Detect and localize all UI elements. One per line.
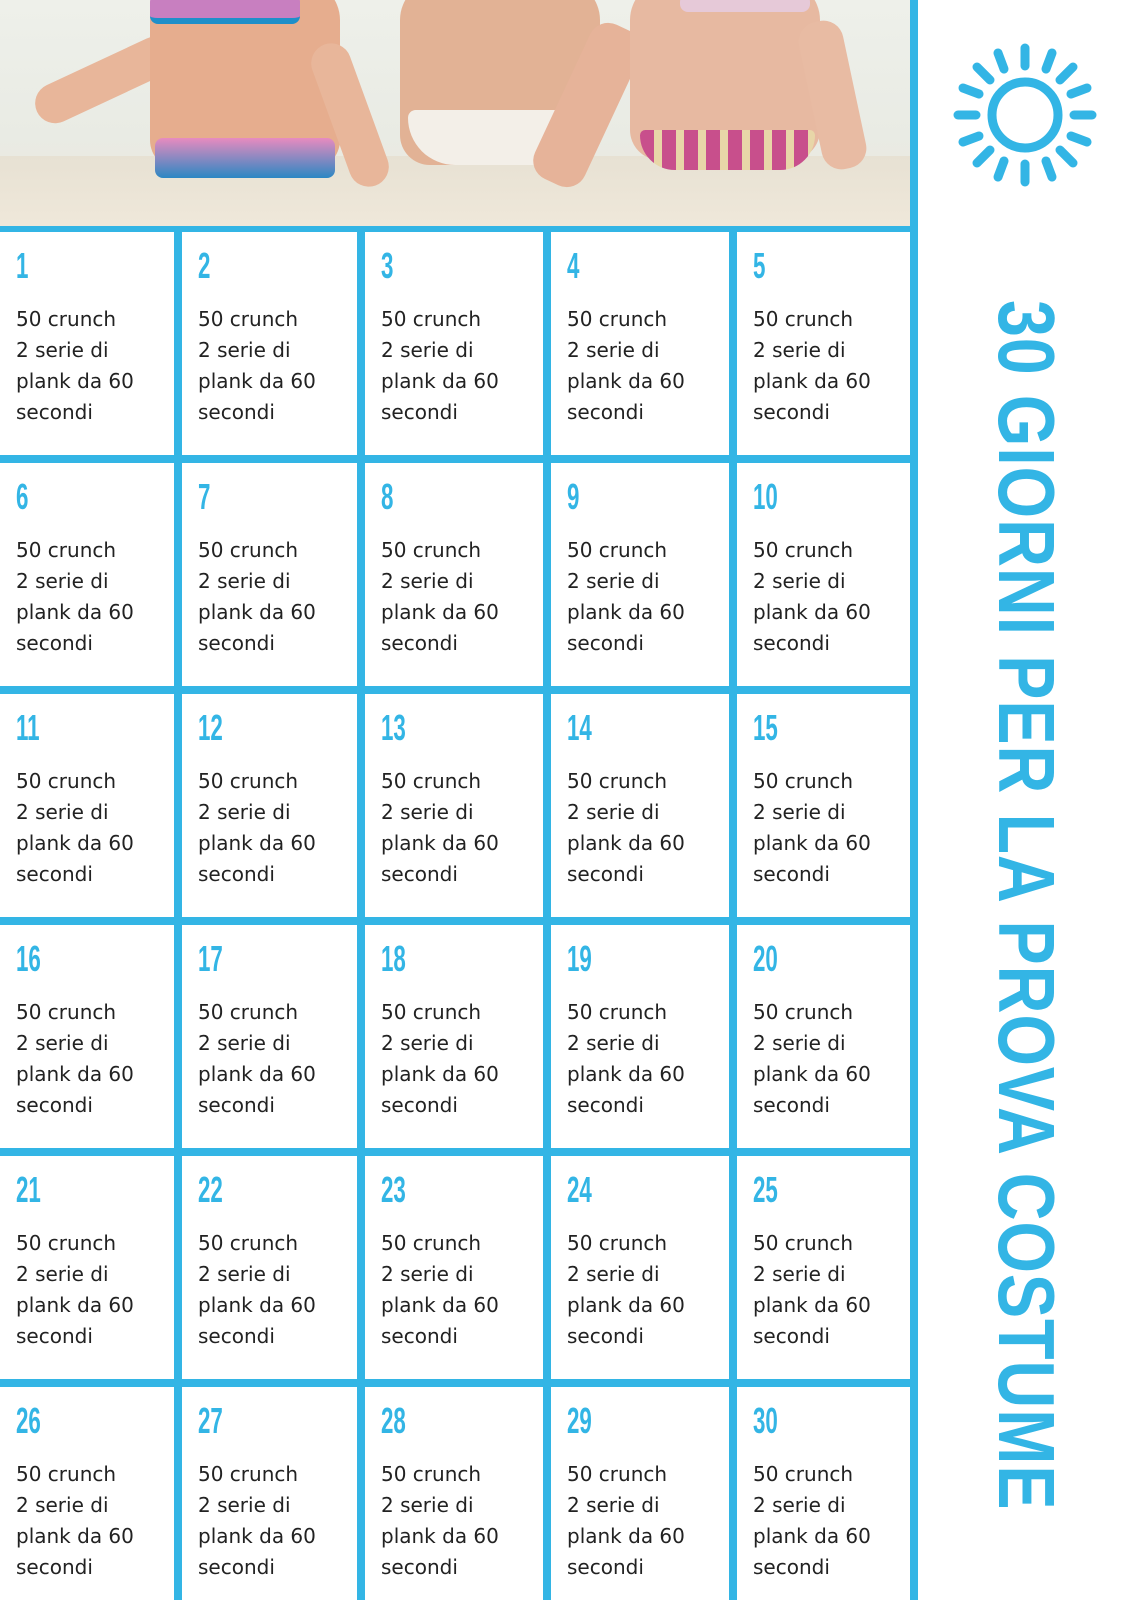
day-number: 17 bbox=[198, 938, 223, 979]
exercise-text: secondi bbox=[381, 400, 458, 424]
day-number: 28 bbox=[381, 1400, 406, 1441]
exercise-text: 2 serie di bbox=[567, 1262, 660, 1286]
exercise-text: 2 serie di bbox=[567, 569, 660, 593]
day-cell bbox=[737, 463, 912, 686]
exercise-text: plank da 60 bbox=[198, 369, 316, 393]
exercise-text: 50 crunch bbox=[381, 1231, 482, 1255]
exercise-text: 50 crunch bbox=[567, 307, 668, 331]
day-cell bbox=[365, 694, 543, 917]
day-cell bbox=[0, 232, 174, 455]
exercise-text: 2 serie di bbox=[381, 800, 474, 824]
page-title-text: 30 GIORNI PER LA PROVA COSTUME bbox=[982, 300, 1071, 1511]
exercise-text: secondi bbox=[381, 631, 458, 655]
exercise-text: 2 serie di bbox=[567, 800, 660, 824]
day-cell bbox=[737, 925, 912, 1148]
day-cell bbox=[182, 232, 357, 455]
exercise-text: 2 serie di bbox=[567, 1031, 660, 1055]
exercise-text: secondi bbox=[198, 631, 275, 655]
exercise-text: plank da 60 bbox=[16, 600, 134, 624]
day-number: 2 bbox=[198, 245, 211, 286]
exercise-text: 50 crunch bbox=[753, 1462, 854, 1486]
exercise-text: 50 crunch bbox=[198, 307, 299, 331]
day-number: 13 bbox=[381, 707, 406, 748]
sun-icon bbox=[950, 40, 1100, 190]
exercise-text: 50 crunch bbox=[567, 1000, 668, 1024]
exercise-text: 2 serie di bbox=[381, 1031, 474, 1055]
exercise-text: 50 crunch bbox=[16, 1231, 117, 1255]
exercise-text: plank da 60 bbox=[381, 831, 499, 855]
day-cell bbox=[365, 925, 543, 1148]
day-cell bbox=[737, 232, 912, 455]
exercise-text: plank da 60 bbox=[567, 369, 685, 393]
exercise-text: 50 crunch bbox=[753, 1231, 854, 1255]
day-number: 12 bbox=[198, 707, 223, 748]
exercise-text: secondi bbox=[381, 1093, 458, 1117]
exercise-text: 50 crunch bbox=[753, 307, 854, 331]
exercise-text: plank da 60 bbox=[753, 369, 871, 393]
day-cell bbox=[551, 925, 729, 1148]
exercise-text: 50 crunch bbox=[16, 307, 117, 331]
day-number: 15 bbox=[753, 707, 778, 748]
day-cell bbox=[365, 463, 543, 686]
day-number: 8 bbox=[381, 476, 394, 517]
exercise-text: secondi bbox=[198, 1324, 275, 1348]
exercise-text: 50 crunch bbox=[567, 769, 668, 793]
exercise-text: secondi bbox=[16, 1555, 93, 1579]
exercise-text: secondi bbox=[16, 1324, 93, 1348]
day-cell bbox=[737, 1156, 912, 1379]
exercise-text: 50 crunch bbox=[753, 769, 854, 793]
exercise-text: plank da 60 bbox=[198, 1062, 316, 1086]
day-cell bbox=[551, 463, 729, 686]
exercise-text: 2 serie di bbox=[16, 1493, 109, 1517]
exercise-text: 2 serie di bbox=[198, 1493, 291, 1517]
bikini-bottom bbox=[155, 138, 335, 178]
exercise-text: 50 crunch bbox=[381, 1462, 482, 1486]
exercise-text: secondi bbox=[198, 1093, 275, 1117]
day-number: 4 bbox=[567, 245, 580, 286]
exercise-text: secondi bbox=[381, 1324, 458, 1348]
exercise-text: 50 crunch bbox=[16, 769, 117, 793]
day-number: 30 bbox=[753, 1400, 778, 1441]
day-number: 3 bbox=[381, 245, 394, 286]
day-number: 25 bbox=[753, 1169, 778, 1210]
exercise-text: 50 crunch bbox=[198, 538, 299, 562]
exercise-text: plank da 60 bbox=[16, 369, 134, 393]
exercise-text: 50 crunch bbox=[16, 1000, 117, 1024]
exercise-text: plank da 60 bbox=[381, 369, 499, 393]
exercise-text: secondi bbox=[567, 400, 644, 424]
header-photo bbox=[0, 0, 916, 226]
day-number: 29 bbox=[567, 1400, 592, 1441]
exercise-text: secondi bbox=[753, 631, 830, 655]
exercise-text: plank da 60 bbox=[753, 1524, 871, 1548]
exercise-text: plank da 60 bbox=[567, 1524, 685, 1548]
exercise-text: 2 serie di bbox=[16, 1262, 109, 1286]
exercise-text: 50 crunch bbox=[753, 1000, 854, 1024]
day-number: 24 bbox=[567, 1169, 592, 1210]
day-cell bbox=[0, 463, 174, 686]
exercise-text: 2 serie di bbox=[381, 569, 474, 593]
exercise-text: secondi bbox=[567, 1555, 644, 1579]
exercise-text: secondi bbox=[753, 400, 830, 424]
exercise-text: 50 crunch bbox=[198, 1000, 299, 1024]
day-number: 16 bbox=[16, 938, 41, 979]
exercise-text: 2 serie di bbox=[198, 569, 291, 593]
day-cell bbox=[365, 1387, 543, 1610]
exercise-text: plank da 60 bbox=[567, 1062, 685, 1086]
exercise-text: 2 serie di bbox=[567, 1493, 660, 1517]
day-number: 23 bbox=[381, 1169, 406, 1210]
exercise-text: 2 serie di bbox=[753, 1262, 846, 1286]
exercise-text: plank da 60 bbox=[381, 1293, 499, 1317]
day-cell bbox=[737, 694, 912, 917]
day-cell bbox=[737, 1387, 912, 1610]
exercise-text: 50 crunch bbox=[381, 769, 482, 793]
exercise-text: secondi bbox=[753, 1324, 830, 1348]
exercise-text: secondi bbox=[753, 862, 830, 886]
exercise-text: plank da 60 bbox=[16, 831, 134, 855]
exercise-text: 2 serie di bbox=[567, 338, 660, 362]
exercise-text: secondi bbox=[567, 862, 644, 886]
day-number: 11 bbox=[16, 707, 40, 748]
day-number: 10 bbox=[753, 476, 778, 517]
exercise-text: 2 serie di bbox=[753, 1031, 846, 1055]
day-cell bbox=[551, 694, 729, 917]
exercise-text: 2 serie di bbox=[753, 338, 846, 362]
exercise-text: plank da 60 bbox=[567, 600, 685, 624]
day-number: 21 bbox=[16, 1169, 41, 1210]
day-number: 1 bbox=[16, 245, 29, 286]
exercise-text: plank da 60 bbox=[567, 1293, 685, 1317]
bikini-top bbox=[150, 0, 300, 24]
day-cell bbox=[365, 1156, 543, 1379]
exercise-text: 2 serie di bbox=[381, 1493, 474, 1517]
vertical-divider bbox=[910, 0, 918, 1600]
day-cell bbox=[0, 694, 174, 917]
exercise-text: secondi bbox=[567, 631, 644, 655]
day-cell bbox=[0, 925, 174, 1148]
day-number: 7 bbox=[198, 476, 211, 517]
exercise-text: 50 crunch bbox=[198, 1231, 299, 1255]
exercise-text: 50 crunch bbox=[567, 538, 668, 562]
day-cell bbox=[0, 1387, 174, 1610]
day-cell bbox=[182, 694, 357, 917]
exercise-text: plank da 60 bbox=[198, 600, 316, 624]
exercise-text: secondi bbox=[16, 1093, 93, 1117]
exercise-text: secondi bbox=[753, 1093, 830, 1117]
exercise-text: plank da 60 bbox=[753, 1062, 871, 1086]
exercise-text: plank da 60 bbox=[567, 831, 685, 855]
exercise-text: 2 serie di bbox=[198, 338, 291, 362]
exercise-text: secondi bbox=[567, 1324, 644, 1348]
exercise-text: 50 crunch bbox=[567, 1462, 668, 1486]
bikini-top bbox=[680, 0, 810, 12]
exercise-text: 50 crunch bbox=[198, 769, 299, 793]
exercise-text: 50 crunch bbox=[753, 538, 854, 562]
exercise-text: 2 serie di bbox=[198, 1031, 291, 1055]
exercise-text: 2 serie di bbox=[198, 800, 291, 824]
exercise-text: plank da 60 bbox=[753, 600, 871, 624]
exercise-text: plank da 60 bbox=[198, 1293, 316, 1317]
day-cell bbox=[182, 1387, 357, 1610]
bikini-bottom bbox=[640, 130, 815, 170]
exercise-text: 2 serie di bbox=[16, 338, 109, 362]
day-cell bbox=[0, 1156, 174, 1379]
exercise-text: 50 crunch bbox=[381, 1000, 482, 1024]
exercise-text: plank da 60 bbox=[198, 1524, 316, 1548]
exercise-text: 2 serie di bbox=[753, 1493, 846, 1517]
day-number: 27 bbox=[198, 1400, 223, 1441]
exercise-text: 50 crunch bbox=[198, 1462, 299, 1486]
exercise-text: 50 crunch bbox=[16, 1462, 117, 1486]
day-cell bbox=[551, 1387, 729, 1610]
day-number: 14 bbox=[567, 707, 592, 748]
day-cell bbox=[182, 463, 357, 686]
day-number: 6 bbox=[16, 476, 29, 517]
day-number: 9 bbox=[567, 476, 580, 517]
exercise-text: plank da 60 bbox=[753, 1293, 871, 1317]
exercise-text: secondi bbox=[198, 400, 275, 424]
exercise-text: secondi bbox=[381, 862, 458, 886]
exercise-text: plank da 60 bbox=[16, 1524, 134, 1548]
exercise-text: plank da 60 bbox=[16, 1062, 134, 1086]
exercise-text: secondi bbox=[198, 862, 275, 886]
exercise-text: 50 crunch bbox=[381, 307, 482, 331]
exercise-text: 50 crunch bbox=[381, 538, 482, 562]
exercise-text: 2 serie di bbox=[16, 1031, 109, 1055]
exercise-text: secondi bbox=[16, 631, 93, 655]
day-number: 19 bbox=[567, 938, 592, 979]
exercise-text: plank da 60 bbox=[381, 1524, 499, 1548]
exercise-text: plank da 60 bbox=[16, 1293, 134, 1317]
day-number: 18 bbox=[381, 938, 406, 979]
exercise-text: secondi bbox=[567, 1093, 644, 1117]
day-number: 20 bbox=[753, 938, 778, 979]
exercise-text: 2 serie di bbox=[753, 800, 846, 824]
day-cell bbox=[365, 232, 543, 455]
day-cell bbox=[182, 1156, 357, 1379]
exercise-text: secondi bbox=[16, 862, 93, 886]
exercise-text: 2 serie di bbox=[16, 800, 109, 824]
exercise-text: secondi bbox=[753, 1555, 830, 1579]
exercise-text: plank da 60 bbox=[381, 1062, 499, 1086]
exercise-text: plank da 60 bbox=[753, 831, 871, 855]
day-cell bbox=[551, 1156, 729, 1379]
exercise-text: 2 serie di bbox=[753, 569, 846, 593]
exercise-text: 2 serie di bbox=[381, 338, 474, 362]
exercise-text: plank da 60 bbox=[198, 831, 316, 855]
exercise-text: secondi bbox=[198, 1555, 275, 1579]
calendar-grid bbox=[0, 226, 916, 1600]
day-number: 22 bbox=[198, 1169, 223, 1210]
exercise-text: plank da 60 bbox=[381, 600, 499, 624]
day-cell bbox=[551, 232, 729, 455]
exercise-text: 50 crunch bbox=[16, 538, 117, 562]
exercise-text: secondi bbox=[381, 1555, 458, 1579]
exercise-text: 2 serie di bbox=[16, 569, 109, 593]
exercise-text: 2 serie di bbox=[198, 1262, 291, 1286]
day-number: 5 bbox=[753, 245, 766, 286]
exercise-text: 50 crunch bbox=[567, 1231, 668, 1255]
exercise-text: 2 serie di bbox=[381, 1262, 474, 1286]
exercise-text: secondi bbox=[16, 400, 93, 424]
day-number: 26 bbox=[16, 1400, 41, 1441]
day-cell bbox=[182, 925, 357, 1148]
